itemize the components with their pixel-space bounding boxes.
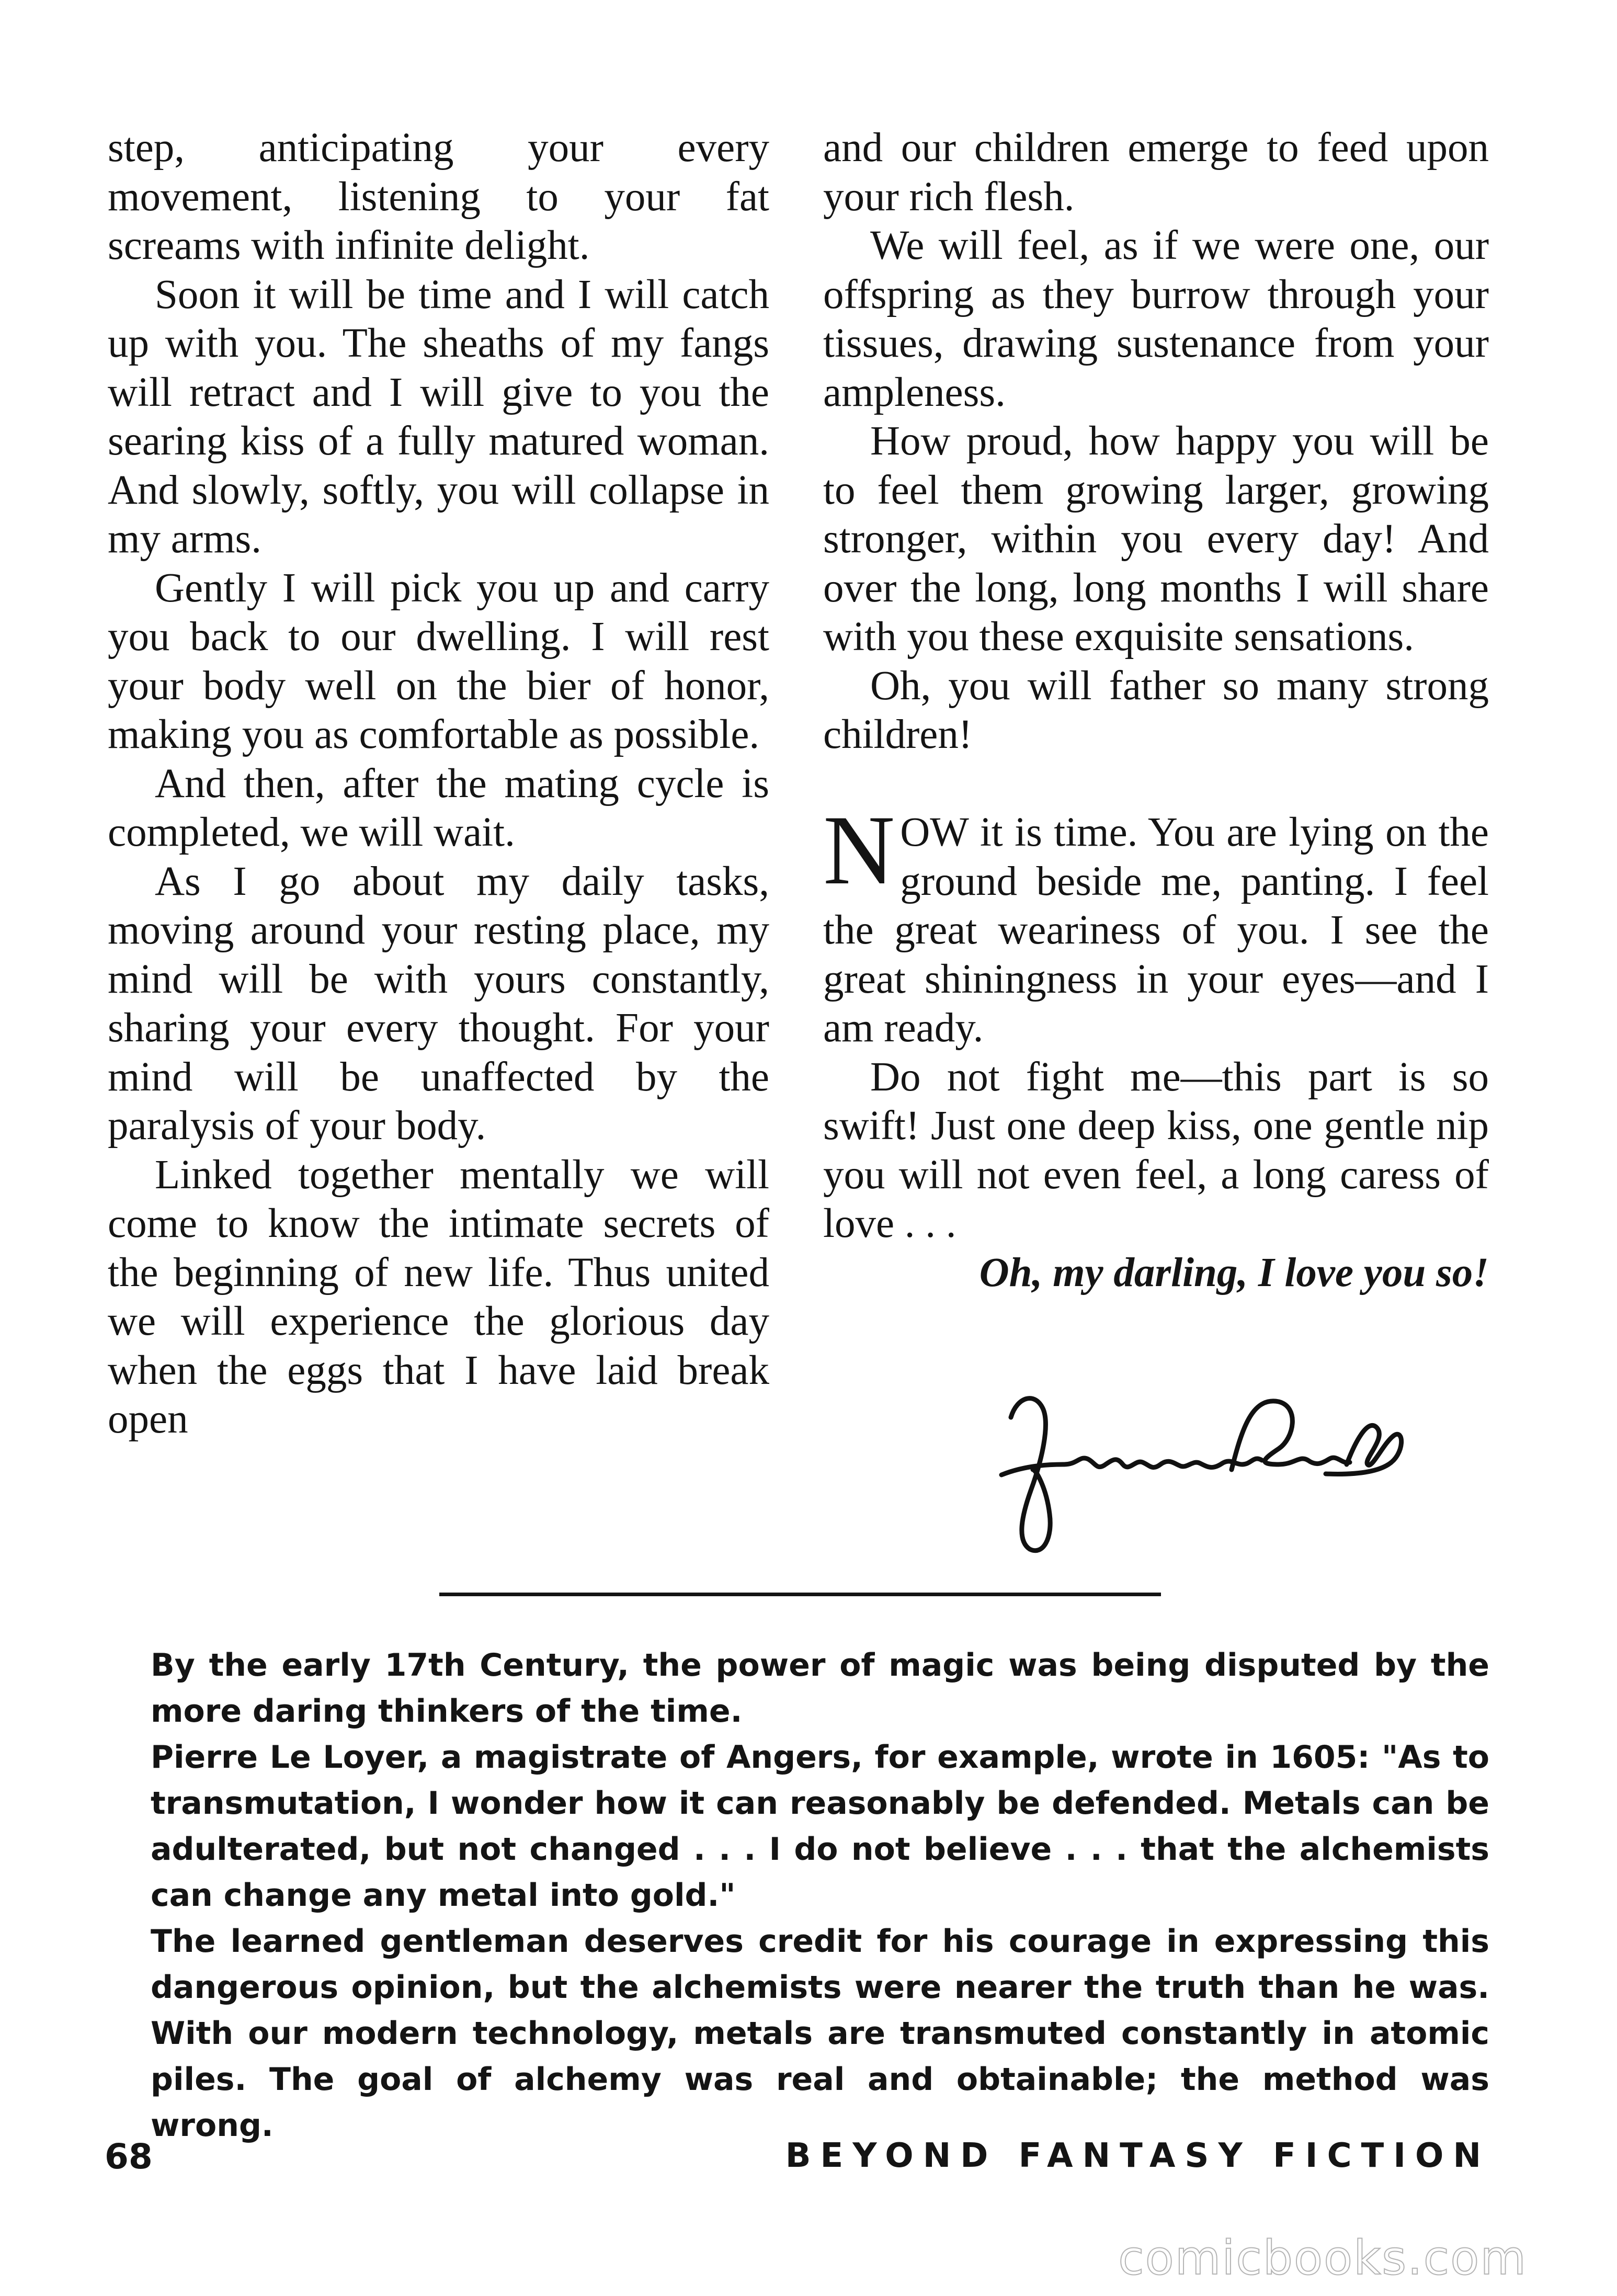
story-right-column xyxy=(823,123,1489,1297)
story-paragraph: As I go about my daily tasks, moving around your resting place, my mind will be with yours constantly, sharing your every thought. For your mind will be unaffected by the paralysis of your body. xyxy=(108,858,769,1149)
signature-m-stroke xyxy=(1232,1401,1350,1470)
story-left-column xyxy=(108,123,769,1444)
story-paragraph: Do not fight me—this part is so swift! Just one deep kiss, one gentle nip you will not even feel, a long caress of love . . . xyxy=(823,1054,1489,1246)
watermark: comicbooks.com xyxy=(1118,2231,1527,2286)
story-paragraph: step, anticipating your every movement, listening to your fat screams with infinite delight. xyxy=(108,125,769,268)
signature-j-stroke xyxy=(1011,1399,1050,1551)
page-footer xyxy=(105,2136,1490,2178)
story-paragraph: We will feel, as if we were one, our offspring as they burrow through your tissues, drawing sustenance from your ampleness. xyxy=(823,223,1489,415)
story-paragraph: Soon it will be time and I will catch up with you. The sheaths of my fangs will retract and I will give to you the searing kiss of a fully matured woman. And slowly, softly, you will collapse in my arms. xyxy=(108,271,769,562)
drop-cap: N xyxy=(823,795,895,905)
signature-tail-stroke xyxy=(1326,1425,1402,1474)
filler-paragraph: Pierre Le Loyer, a magistrate of Angers, for example, wrote in 1605: "As to transmutation, I wonder how it can reasonably be defended. Metals can be adulterated, but not changed . . . I do not believe . . . that the alchemists can change any metal into gold." xyxy=(151,1739,1489,1914)
story-paragraph: Linked together mentally we will come to know the intimate secrets of the beginning of new life. Thus united we will experience the glorious day when the eggs that I have laid break open xyxy=(108,1152,769,1442)
filler-article xyxy=(151,1642,1489,2149)
section-opening-text: OW it is time. You are lying on the ground beside me, panting. I feel the great weariness of you. I see the great shiningness in your eyes—and I am ready. xyxy=(823,810,1489,1051)
filler-paragraph: The learned gentleman deserves credit for his courage in expressing this dangerous opinion, but the alchemists were nearer the truth than he was. With our modern technology, metals are transmuted constantly in atomic piles. The goal of alchemy was real and obtainable; the method was wrong. xyxy=(151,1923,1489,2144)
magazine-title: BEYOND FANTASY FICTION xyxy=(785,2136,1490,2175)
section-divider xyxy=(439,1593,1161,1596)
author-signature xyxy=(986,1386,1415,1559)
story-paragraph: How proud, how happy you will be to feel them growing larger, growing stronger, within you every day! And over the long, long months I will share with you these exquisite sensations. xyxy=(823,418,1489,660)
story-paragraph: and our children emerge to feed upon your rich flesh. xyxy=(823,125,1489,220)
section-opening-paragraph xyxy=(823,795,1489,1053)
closing-line: Oh, my darling, I love you so! xyxy=(979,1249,1489,1295)
story-paragraph: Gently I will pick you up and carry you back to our dwelling. I will rest your body well on the bier of honor, making you as comfortable as possible. xyxy=(108,565,769,757)
story-paragraph: Oh, you will father so many strong children! xyxy=(823,663,1489,757)
story-paragraph: And then, after the mating cycle is completed, we will wait. xyxy=(108,760,769,855)
page-number: 68 xyxy=(105,2136,153,2177)
filler-paragraph: By the early 17th Century, the power of magic was being disputed by the more daring thinkers of the time. xyxy=(151,1647,1489,1730)
